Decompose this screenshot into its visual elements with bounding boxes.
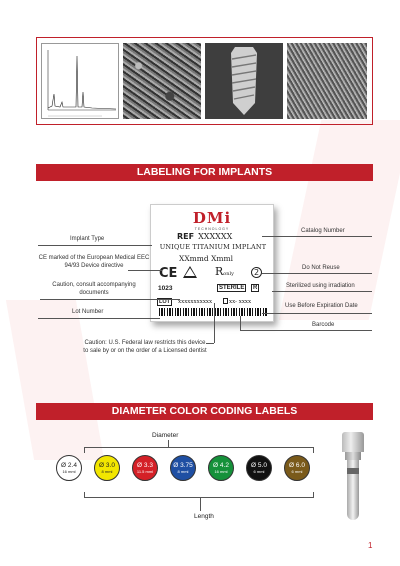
leader-line bbox=[240, 316, 241, 330]
callout-implant-type: Implant Type bbox=[70, 236, 105, 242]
leader-line bbox=[272, 291, 372, 292]
leader-line bbox=[206, 343, 214, 344]
diameter-value: Ø 3.75 bbox=[173, 462, 193, 469]
sterile-method-box: R bbox=[253, 285, 258, 291]
leader-line bbox=[200, 498, 201, 511]
callout-sterilized: Sterilized using irradiation bbox=[286, 283, 355, 289]
length-bracket bbox=[84, 492, 314, 498]
callout-caution: Caution, consult accompanying documents bbox=[52, 282, 136, 296]
leader-line bbox=[262, 273, 372, 274]
length-value: 16 mml bbox=[214, 469, 228, 474]
lot-box: LOT bbox=[159, 299, 170, 305]
leader-line bbox=[262, 313, 372, 314]
diameter-value: Ø 6.0 bbox=[289, 462, 305, 469]
callout-ce: CE marked of the European Medical EEC 94/93 Device directive bbox=[38, 255, 150, 269]
callout-lot: Lot Number bbox=[72, 309, 104, 315]
spectrum-chart-svg bbox=[42, 44, 119, 119]
diameter-color-label bbox=[56, 455, 82, 481]
length-value: 8 mml bbox=[177, 469, 189, 474]
diameter-label: Diameter bbox=[152, 432, 179, 439]
callout-catalog: Catalog Number bbox=[301, 228, 345, 234]
implant-screw-svg bbox=[205, 43, 283, 119]
leader-line bbox=[240, 330, 372, 331]
rx-only-text: only bbox=[223, 271, 234, 277]
diameter-bracket bbox=[84, 447, 314, 453]
length-value: 16 mml bbox=[62, 469, 76, 474]
rx-only-icon bbox=[215, 265, 234, 278]
length-label: Length bbox=[194, 513, 214, 520]
diameter-color-label bbox=[94, 455, 120, 481]
diameter-value: Ø 3.0 bbox=[99, 462, 115, 469]
ref-line bbox=[177, 232, 232, 241]
leader-line bbox=[168, 440, 169, 447]
leader-line bbox=[214, 303, 215, 343]
caution-triangle-icon bbox=[183, 266, 197, 278]
diameter-color-label bbox=[246, 455, 272, 481]
diameter-value: Ø 2.4 bbox=[61, 462, 77, 469]
diameter-color-label bbox=[208, 455, 234, 481]
diameter-heading: DIAMETER COLOR CODING LABELS bbox=[36, 403, 373, 420]
callout-federal: Caution: U.S. Federal law restricts this device to sale by or on the order of a Licensed dentist bbox=[83, 340, 207, 354]
expiry-value: xx- xxxx bbox=[229, 299, 252, 305]
lot-value: xxxxxxxxxxx bbox=[178, 299, 213, 305]
length-value: 11.5 mml bbox=[136, 469, 154, 474]
product-name: UNIQUE TITANIUM IMPLANT bbox=[159, 243, 267, 251]
diameter-color-label bbox=[170, 455, 196, 481]
surface-texture-image bbox=[123, 43, 201, 119]
leader-line bbox=[38, 318, 160, 319]
diameter-value: Ø 3.3 bbox=[137, 462, 153, 469]
logo-subtitle: TECHNOLOGY bbox=[194, 227, 230, 231]
spectrum-chart-image bbox=[41, 43, 119, 119]
diameter-color-label bbox=[284, 455, 310, 481]
hourglass-icon bbox=[223, 298, 228, 304]
implant-label-card bbox=[150, 204, 274, 322]
implant-screw-image bbox=[205, 43, 283, 119]
ref-key: REF bbox=[177, 232, 195, 241]
length-value: 8 mml bbox=[101, 469, 113, 474]
callout-no-reuse: Do Not Reuse bbox=[302, 265, 340, 271]
background-shape bbox=[6, 300, 104, 460]
barcode bbox=[159, 308, 267, 316]
leader-line bbox=[40, 299, 180, 300]
rx-symbol: R bbox=[215, 265, 224, 278]
callout-barcode: Barcode bbox=[312, 322, 335, 328]
page-number: 1 bbox=[368, 541, 373, 550]
ref-value: XXXXXX bbox=[198, 232, 233, 241]
diameter-value: Ø 4.2 bbox=[213, 462, 229, 469]
diameter-value: Ø 5.0 bbox=[251, 462, 267, 469]
callout-expiry: Use Before Expiration Date bbox=[285, 303, 358, 309]
holder-band bbox=[347, 468, 359, 474]
dimensions: XXmmd Xmml bbox=[179, 254, 234, 263]
surface-closeup-image bbox=[287, 43, 367, 119]
dmi-logo: DMi bbox=[192, 209, 232, 227]
leader-line bbox=[38, 245, 152, 246]
holder-neck bbox=[345, 452, 361, 460]
ce-mark-icon: CE bbox=[159, 266, 178, 281]
holder-cap bbox=[342, 432, 364, 452]
labeling-heading: LABELING FOR IMPLANTS bbox=[36, 164, 373, 181]
length-value: 6 mml bbox=[253, 469, 265, 474]
length-value: 6 mml bbox=[291, 469, 303, 474]
do-not-reuse-icon: 2 bbox=[251, 267, 262, 278]
diameter-color-label bbox=[132, 455, 158, 481]
leader-line bbox=[128, 270, 162, 271]
leader-line bbox=[262, 236, 372, 237]
implant-holder-image bbox=[338, 432, 368, 522]
notified-body-number: 1023 bbox=[158, 285, 173, 292]
sterile-box: STERILE bbox=[219, 285, 245, 291]
figure-frame bbox=[36, 37, 373, 125]
